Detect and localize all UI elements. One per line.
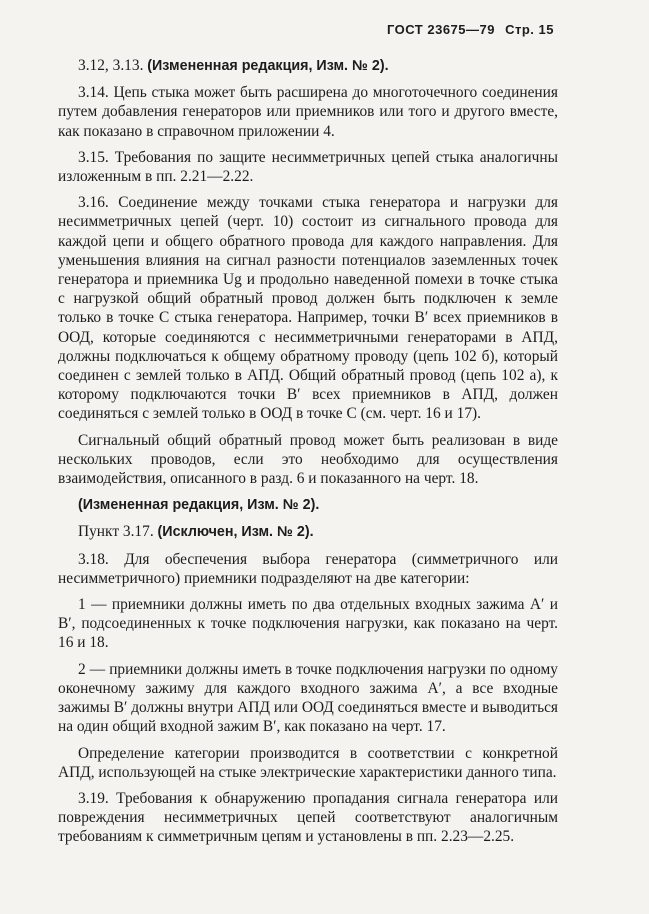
paragraph	[58, 83, 558, 141]
paragraph-number: Пункт 3.17.	[78, 523, 158, 541]
paragraph-text: (Измененная редакция, Изм. № 2).	[147, 58, 389, 74]
paragraph	[58, 495, 558, 515]
paragraph-number: 2 —	[78, 660, 110, 678]
paragraph	[58, 431, 558, 489]
paragraph-number: 3.14.	[78, 84, 114, 102]
paragraph-text: приемники должны иметь в точке подключения нагрузки по одному оконечному зажиму для каждого входного зажима A′, а все входные зажимы B′ должны внутри АПД или ООД соединяться вместе и выводиться на один общий входной зажим B′, как показано на черт. 17.	[58, 660, 558, 736]
paragraph-text: (Измененная редакция, Изм. № 2).	[78, 497, 320, 514]
paragraph	[58, 789, 558, 847]
document-body	[58, 56, 558, 854]
paragraph	[58, 660, 558, 737]
paragraph-number: 3.12, 3.13.	[78, 57, 148, 74]
paragraph-text: приемники должны иметь по два отдельных входных зажима A′ и B′, подсоединенных к точке подключения нагрузки, как показано на черт. 16 и 18.	[58, 596, 558, 652]
paragraph	[58, 744, 558, 782]
paragraph-number: 3.19.	[78, 789, 117, 807]
paragraph	[58, 550, 558, 588]
paragraph-text: Для обеспечения выбора генератора (симметричного или несимметричного) приемники подразделяют на две категории:	[58, 550, 558, 587]
page-header	[381, 22, 554, 37]
paragraph	[58, 148, 558, 186]
paragraph-text: Требования по защите несимметричных цепей стыка аналогичны изложенным в пп. 2.21—2.22.	[58, 148, 558, 186]
page-number: Стр. 15	[505, 22, 554, 37]
paragraph-number: 3.18.	[78, 550, 125, 568]
paragraph	[58, 522, 558, 542]
standard-number: ГОСТ 23675—79	[386, 22, 495, 37]
paragraph	[58, 56, 558, 76]
paragraph-text: Требования к обнаружению пропадания сигнала генератора или повреждения несимметричных цепей соответствуют аналогичным требованиям к симметричным цепям и установлены в пп. 2.23—2.25.	[58, 789, 558, 846]
paragraph-number: 1 —	[78, 596, 112, 614]
paragraph-text: Цепь стыка может быть расширена до многоточечного соединения путем добавления генераторов или приемников или того и другого вместе, как показано в справочном приложении 4.	[58, 84, 558, 140]
paragraph-number: 3.15.	[78, 148, 115, 166]
paragraph-number: 3.16.	[78, 194, 119, 212]
paragraph-text: Определение категории производится в соответствии с конкретной АПД, использующей на стыке электрические характеристики данного типа.	[58, 744, 558, 781]
paragraph-text: Сигнальный общий обратный провод может быть реализован в виде нескольких проводов, если это необходимо для осуществления взаимодействия, описанного в разд. 6 и показанного на черт. 18.	[58, 431, 558, 488]
paragraph-text: (Исключен, Изм. № 2).	[157, 524, 314, 541]
paragraph	[58, 193, 558, 423]
paragraph-text: Соединение между точками стыка генератора и нагрузки для несимметричных цепей (черт. 10) состоит из сигнального провода для каждой цепи и общего обратного провода для каждого направления. Для уменьшения влияния на сигнал разности потенциалов заземленных точек генератора и приемника Ug и продольно наведенной помехи в точке стыка с нагрузкой общий обратный провод должен быть подключен к земле только в точке C стыка генератора. Например, точки B′ всех приемников в ООД, которые соединяются с несимметричными генераторами в АПД, должны подключаться к общему обратному проводу (цепь 102 б), который соединен с землей только в АПД. Общий обратный провод (цепь 102 а), к которому подключаются точки B′ всех приемников в АПД, должен соединяться с землей только в ООД в точке C (см. черт. 16 и 17).	[58, 194, 558, 423]
paragraph	[58, 595, 558, 653]
